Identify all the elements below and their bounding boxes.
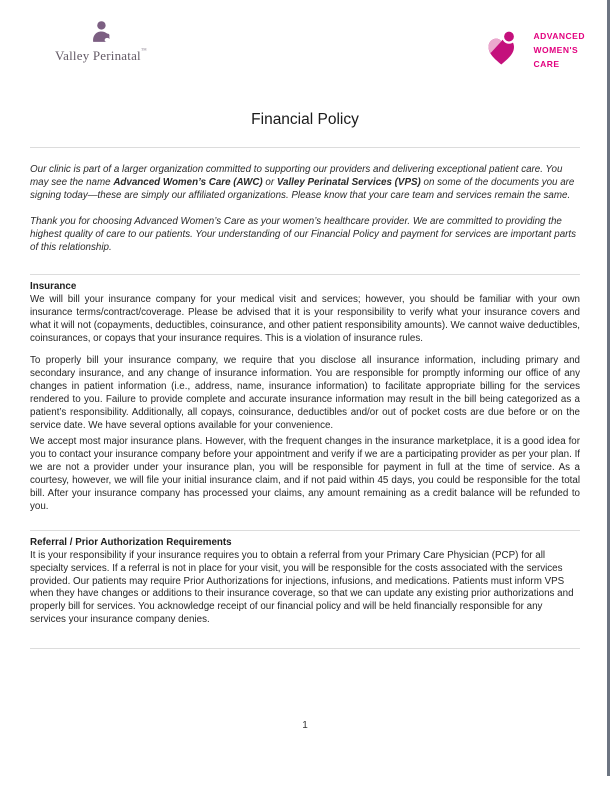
divider	[30, 274, 580, 275]
insurance-paragraph-1: We will bill your insurance company for your medical visit and services; however, you should be familiar with your own insurance terms/contract/coverage. Please be advised that it is your responsibility to verify what your insurance covers and what it will not (copayments, deductibles, coinsurance, and other patient responsibility amounts). We cannot waive deductibles, coinsurances, or copays that your insurance requires. This is a violation of insurance rules.	[30, 294, 580, 345]
advanced-womens-care-logo-text	[533, 29, 585, 71]
intro-paragraph-thank-you: Thank you for choosing Advanced Women’s Care as your women’s healthcare provider. We are committed to providing the highest quality of care to our patients. Your understanding of our Financial Policy and payment for services are important parts of this relationship.	[30, 215, 577, 253]
advanced-womens-care-logo	[484, 28, 585, 72]
awc-logo-line-1: ADVANCED	[533, 31, 585, 41]
intro-text-segment: Our clinic is part of a larger organization committed to supporting our providers and delivering exceptional patient care. You may see the name	[30, 164, 563, 188]
referral-paragraph-1: It is your responsibility if your insurance requires you to obtain a referral from your Primary Care Physician (PCP) for all specialty services. If a referral is not in place for your visit, you will be responsible for the costs associated with the services provided. Our patients may require Prior Authorizations for injections, infusions, and medications. Patients must inform VPS when they have changes or additions to their insurance coverage, so that we can update any existing prior authorizations and properly bill for services. You acknowledge receipt of our financial policy and will be held financially responsible for any services your insurance company denies.	[30, 549, 574, 626]
section-heading-insurance: Insurance	[30, 281, 77, 293]
insurance-paragraph-3: We accept most major insurance plans. However, with the frequent changes in the insurance marketplace, it is a good idea for you to contact your insurance company before your appointment and verify if we are a participating provider as per your plan. If we are not a provider under your insurance plan, you will be responsible for payment in full at the time of service. As a courtesy, however, we will file your initial insurance claim, and if not paid within 45 days, you could be responsible for the total bill. After your insurance company has processed your claims, any amount remaining as a credit balance will be refunded to you.	[30, 436, 581, 512]
intro-text-segment: or	[262, 176, 277, 188]
page-title: Financial Policy	[251, 111, 359, 128]
page-number: 1	[302, 720, 308, 731]
trademark-mark: ™	[140, 48, 147, 54]
divider	[30, 147, 580, 148]
awc-logo-line-3: CARE	[533, 59, 560, 69]
divider	[30, 648, 580, 649]
insurance-paragraph-2: To properly bill your insurance company, we require that you disclose all insurance information, including primary and secondary insurance, and any change of insurance information. You are responsible for promptly informing our office of any changes in patient information (i.e., address, name, insurance information) to facilitate appropriate billing for the services rendered to you. Failure to provide complete and accurate insurance information may result in the bill being categorized as a patient’s responsibility. Additionally, all copays, coinsurance, deductibles and/or out of pocket costs are due before or on the service date. We have several options available for your convenience.	[30, 354, 580, 431]
document-header	[0, 0, 610, 100]
heart-mother-icon	[484, 28, 524, 72]
awc-logo-line-2: WOMEN'S	[533, 45, 579, 55]
person-figure-icon	[88, 20, 114, 46]
valley-perinatal-logo-text: Valley Perinatal™	[55, 48, 147, 63]
document-body	[30, 110, 580, 649]
section-heading-referral: Referral / Prior Authorization Requirements	[30, 536, 232, 548]
divider	[30, 530, 580, 531]
awc-name-bold: Advanced Women’s Care (AWC)	[113, 176, 263, 188]
intro-text-segment: on some of the documents you are signing today—these are simply our affiliated organizations. Please know that your care team and services remain the same.	[30, 176, 575, 201]
intro-paragraph-affiliation	[30, 164, 580, 203]
valley-perinatal-logo	[55, 20, 147, 64]
vps-name-bold: Valley Perinatal Services (VPS)	[276, 176, 421, 188]
